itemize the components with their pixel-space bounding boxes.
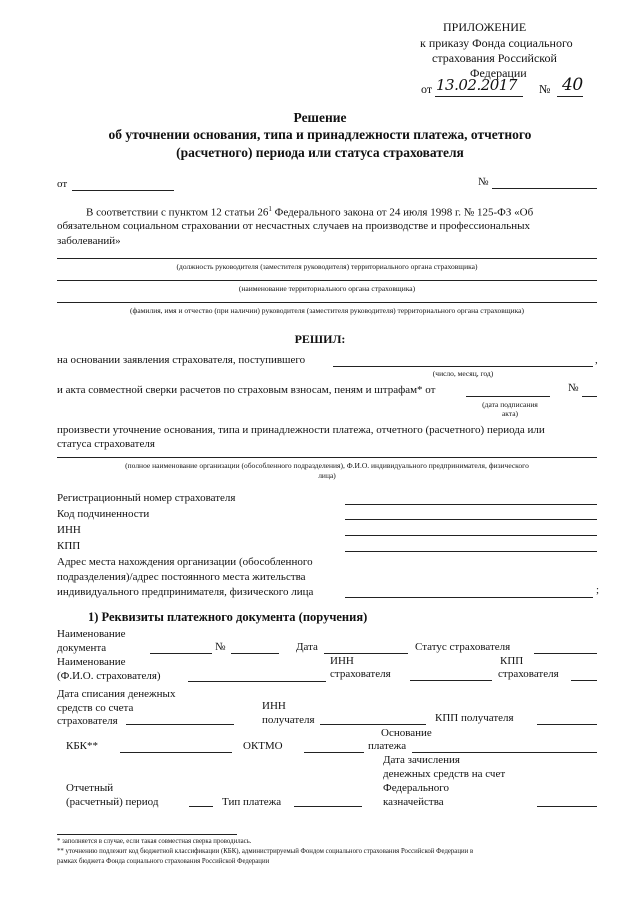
address-label-2: подразделения)/адрес постоянного места жительства <box>57 571 306 583</box>
basis-label-2: платежа <box>368 740 407 752</box>
payer-kpp-field[interactable] <box>571 680 597 681</box>
act-date-field[interactable] <box>466 396 550 397</box>
caption-act-date-1: (дата подписания <box>482 400 538 409</box>
appendix-number-label: № <box>539 82 551 96</box>
kbk-label: КБК** <box>66 740 98 752</box>
subordination-field[interactable] <box>345 519 597 520</box>
recipient-inn-field[interactable] <box>320 724 426 725</box>
footnote-divider <box>57 834 237 835</box>
kbk-field[interactable] <box>120 752 232 753</box>
pay-type-label: Тип платежа <box>222 796 282 808</box>
caption-head-position: (должность руководителя (заместителя руководителя) территориального органа страховщика) <box>176 262 478 271</box>
payer-inn-label-1: ИНН <box>330 655 354 667</box>
doc-date-field[interactable] <box>324 653 408 654</box>
from-date-field[interactable] <box>72 190 174 191</box>
writeoff-label-3: страхователя <box>57 715 118 727</box>
kpp-label: КПП <box>57 540 81 552</box>
appendix-from: от <box>421 82 433 96</box>
appendix-line3: Федерации <box>470 66 527 80</box>
doc-number-field[interactable] <box>231 653 279 654</box>
recipient-kpp-field[interactable] <box>537 724 597 725</box>
address-label-3: индивидуального предпринимателя, физического лица <box>57 586 314 598</box>
basis-comma: , <box>595 354 598 366</box>
recipient-kpp-label: КПП получателя <box>435 712 514 724</box>
doc-name-label-1: Наименование <box>57 628 126 640</box>
appendix-date: 13.02.2017 <box>436 76 517 94</box>
kpp-field[interactable] <box>345 551 597 552</box>
footnote-1: * заполняется в случае, если такая совместная сверка проводилась. <box>57 838 252 845</box>
decided-heading: РЕШИЛ: <box>294 332 346 346</box>
doc-date-label: Дата <box>296 641 318 653</box>
head-position-field[interactable] <box>57 258 597 259</box>
payer-name-label-2: (Ф.И.О. страхователя) <box>57 670 161 682</box>
act-text: и акта совместной сверки расчетов по страховым взносам, пеням и штрафам* от <box>57 384 436 396</box>
credit-label-2: денежных средств на счет <box>383 768 506 780</box>
footnote-3: рамках бюджета Фонда социального страхования Российской Федерации <box>57 858 270 865</box>
appendix-title: ПРИЛОЖЕНИЕ <box>443 20 527 34</box>
payer-inn-field[interactable] <box>410 680 492 681</box>
oktmo-field[interactable] <box>304 752 364 753</box>
caption-org-name: (наименование территориального органа страховщика) <box>238 284 416 293</box>
credit-label-1: Дата зачисления <box>383 754 460 766</box>
basis-label-1: Основание <box>381 727 432 739</box>
doc-number-label: № <box>215 641 226 653</box>
recipient-inn-label-1: ИНН <box>262 700 286 712</box>
caption-full-name-1: (полное наименование организации (обособленного подразделения), Ф.И.О. индивидуального предпринимателя, физического <box>125 461 529 470</box>
reg-number-label: Регистрационный номер страхователя <box>57 492 236 504</box>
address-field[interactable] <box>345 597 593 598</box>
credit-label-4: казначейства <box>383 796 444 808</box>
org-name-field[interactable] <box>57 280 597 281</box>
number-label: № <box>478 176 489 188</box>
title-line2: об уточнении основания, типа и принадлежности платежа, отчетного <box>108 127 532 142</box>
appendix-number: 40 <box>562 75 583 95</box>
caption-date-format: (число, месяц, год) <box>432 369 494 378</box>
basis-field[interactable] <box>412 752 597 753</box>
footnote-2: ** уточнению подлежит код бюджетной классификации (КБК), администрируемый Фондом социального страхования Российской Федерации в <box>57 848 474 855</box>
status-label: Статус страхователя <box>415 641 511 653</box>
doc-name-field[interactable] <box>150 653 212 654</box>
payer-inn-label-2: страхователя <box>330 668 391 680</box>
writeoff-label-1: Дата списания денежных <box>57 688 176 700</box>
section1-title: 1) Реквизиты платежного документа (поручения) <box>88 610 368 624</box>
period-label-1: Отчетный <box>66 782 114 794</box>
oktmo-label: ОКТМО <box>243 740 283 752</box>
writeoff-label-2: средств со счета <box>57 702 134 714</box>
subordination-label: Код подчиненности <box>57 508 150 520</box>
reg-number-field[interactable] <box>345 504 597 505</box>
caption-head-fio: (фамилия, имя и отчество (при наличии) руководителя (заместителя руководителя) территориального органа страховщика) <box>130 306 524 315</box>
appendix-line1: к приказу Фонда социального <box>420 36 573 50</box>
pay-type-field[interactable] <box>294 806 362 807</box>
status-field[interactable] <box>534 653 597 654</box>
inn-field[interactable] <box>345 535 597 536</box>
recipient-inn-label-2: получателя <box>262 714 315 726</box>
refine-line2: статуса страхователя <box>57 438 155 450</box>
basis-date-field[interactable] <box>333 366 593 367</box>
title-line1: Решение <box>293 110 347 125</box>
caption-full-name-2: лица) <box>318 471 336 480</box>
from-label: от <box>57 178 68 190</box>
payer-name-label-1: Наименование <box>57 656 126 668</box>
act-number-field[interactable] <box>582 396 597 397</box>
doc-name-label-2: документа <box>57 642 107 654</box>
credit-label-3: Федерального <box>383 782 450 794</box>
address-label-1: Адрес места нахождения организации (обособленного <box>57 556 313 568</box>
refine-line1: произвести уточнение основания, типа и принадлежности платежа, отчетного (расчетного) периода или <box>57 424 545 436</box>
head-fio-field[interactable] <box>57 302 597 303</box>
writeoff-date-field[interactable] <box>126 724 234 725</box>
inn-label: ИНН <box>57 524 81 536</box>
number-field[interactable] <box>492 188 597 189</box>
period-label-2: (расчетный) период <box>66 796 159 808</box>
act-number-label: № <box>568 382 579 394</box>
full-name-field[interactable] <box>57 457 597 458</box>
payer-name-field[interactable] <box>188 681 326 682</box>
title-line3: (расчетного) периода или статуса страхователя <box>176 145 464 160</box>
intro-line2: обязательном социальном страховании от несчастных случаев на производстве и профессиональных <box>57 220 531 232</box>
intro-line3: заболеваний» <box>57 235 121 247</box>
period-field[interactable] <box>189 806 213 807</box>
address-end: ; <box>596 584 600 596</box>
caption-act-date-2: акта) <box>501 409 519 418</box>
credit-date-field[interactable] <box>537 806 597 807</box>
appendix-line2: страхования Российской <box>432 51 557 65</box>
basis-text: на основании заявления страхователя, поступившего <box>57 354 306 366</box>
payer-kpp-label-1: КПП <box>500 655 524 667</box>
payer-kpp-label-2: страхователя <box>498 668 559 680</box>
intro-line1: В соответствии с пунктом 12 статьи $26^1$ Федерального закона от 24 июля 1998 г. № 125-ФЗ «Об <box>86 205 534 219</box>
